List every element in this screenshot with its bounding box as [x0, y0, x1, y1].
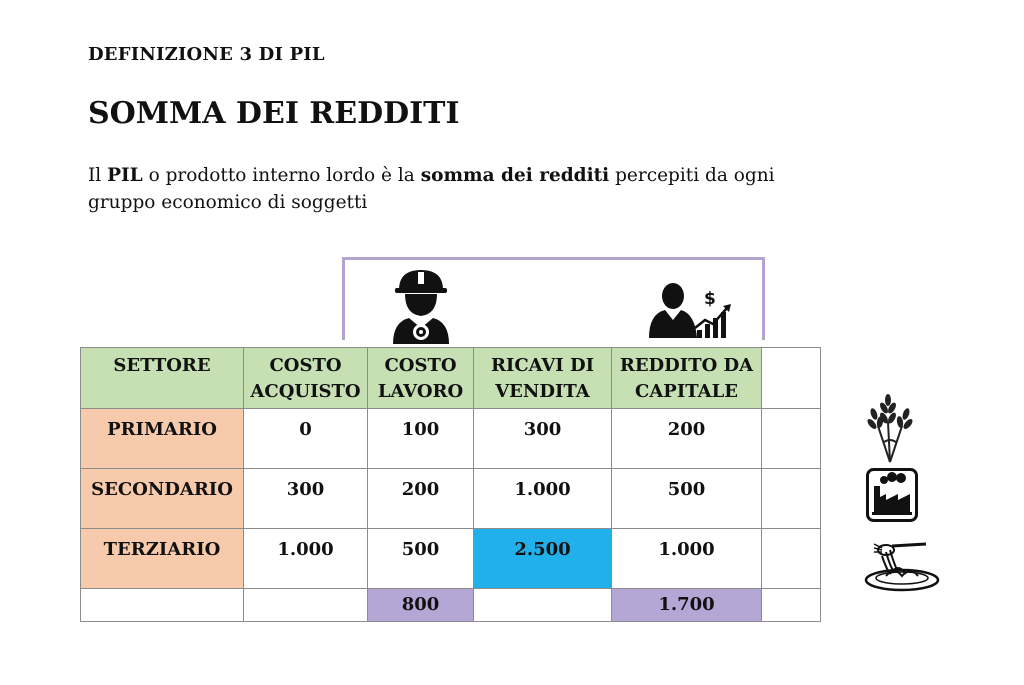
reddito-cell: 500: [612, 469, 762, 529]
intro-text-3: percepiti da ogni gruppo economico di soggetti: [88, 165, 775, 213]
reddito-cell: 1.000: [612, 529, 762, 589]
total-costo-lavoro: 800: [368, 589, 474, 622]
businessman-dollar-chart-icon: [647, 278, 733, 340]
costo-lavoro-cell: 500: [368, 529, 474, 589]
pil-table: [80, 347, 821, 622]
empty-cell: [762, 589, 821, 622]
header-reddito-capitale: REDDITO DA CAPITALE: [612, 348, 762, 409]
costo-lavoro-cell: 200: [368, 469, 474, 529]
sector-cell: TERZIARIO: [81, 529, 244, 589]
intro-paragraph: [88, 162, 788, 216]
table-row: [81, 469, 821, 529]
ricavi-cell-highlighted: 2.500: [474, 529, 612, 589]
worker-helmet-icon: [389, 266, 453, 344]
header-ricavi-vendita: RICAVI DI VENDITA: [474, 348, 612, 409]
intro-bold-somma: somma dei redditi: [420, 165, 610, 186]
ricavi-cell: 300: [474, 409, 612, 469]
header-costo-acquisto: COSTO ACQUISTO: [244, 348, 368, 409]
header-settore: SETTORE: [81, 348, 244, 409]
ricavi-cell: 1.000: [474, 469, 612, 529]
wheat-icon: [866, 392, 914, 464]
costo-acquisto-cell: 0: [244, 409, 368, 469]
document-label: DEFINIZIONE 3 DI PIL: [88, 44, 325, 65]
table-row: [81, 529, 821, 589]
empty-cell: [474, 589, 612, 622]
costo-acquisto-cell: 1.000: [244, 529, 368, 589]
table-row: [81, 409, 821, 469]
empty-cell: [762, 469, 821, 529]
total-reddito-capitale: 1.700: [612, 589, 762, 622]
costo-acquisto-cell: 300: [244, 469, 368, 529]
svg-text:$: $: [704, 289, 716, 309]
intro-bold-pil: PIL: [107, 165, 143, 186]
spaghetti-plate-icon: [864, 536, 942, 592]
sector-cell: PRIMARIO: [81, 409, 244, 469]
empty-cell: [762, 529, 821, 589]
reddito-cell: 200: [612, 409, 762, 469]
header-empty: [762, 348, 821, 409]
icon-box: [342, 257, 765, 340]
intro-text-1: Il: [88, 165, 108, 186]
intro-text-2: o prodotto interno lordo è la: [142, 165, 421, 186]
empty-cell: [244, 589, 368, 622]
empty-cell: [762, 409, 821, 469]
factory-icon: [866, 468, 918, 522]
table-header-row: [81, 348, 821, 409]
header-costo-lavoro: COSTO LAVORO: [368, 348, 474, 409]
table-total-row: [81, 589, 821, 622]
empty-cell: [81, 589, 244, 622]
document-title: SOMMA DEI REDDITI: [88, 96, 460, 131]
costo-lavoro-cell: 100: [368, 409, 474, 469]
sector-cell: SECONDARIO: [81, 469, 244, 529]
